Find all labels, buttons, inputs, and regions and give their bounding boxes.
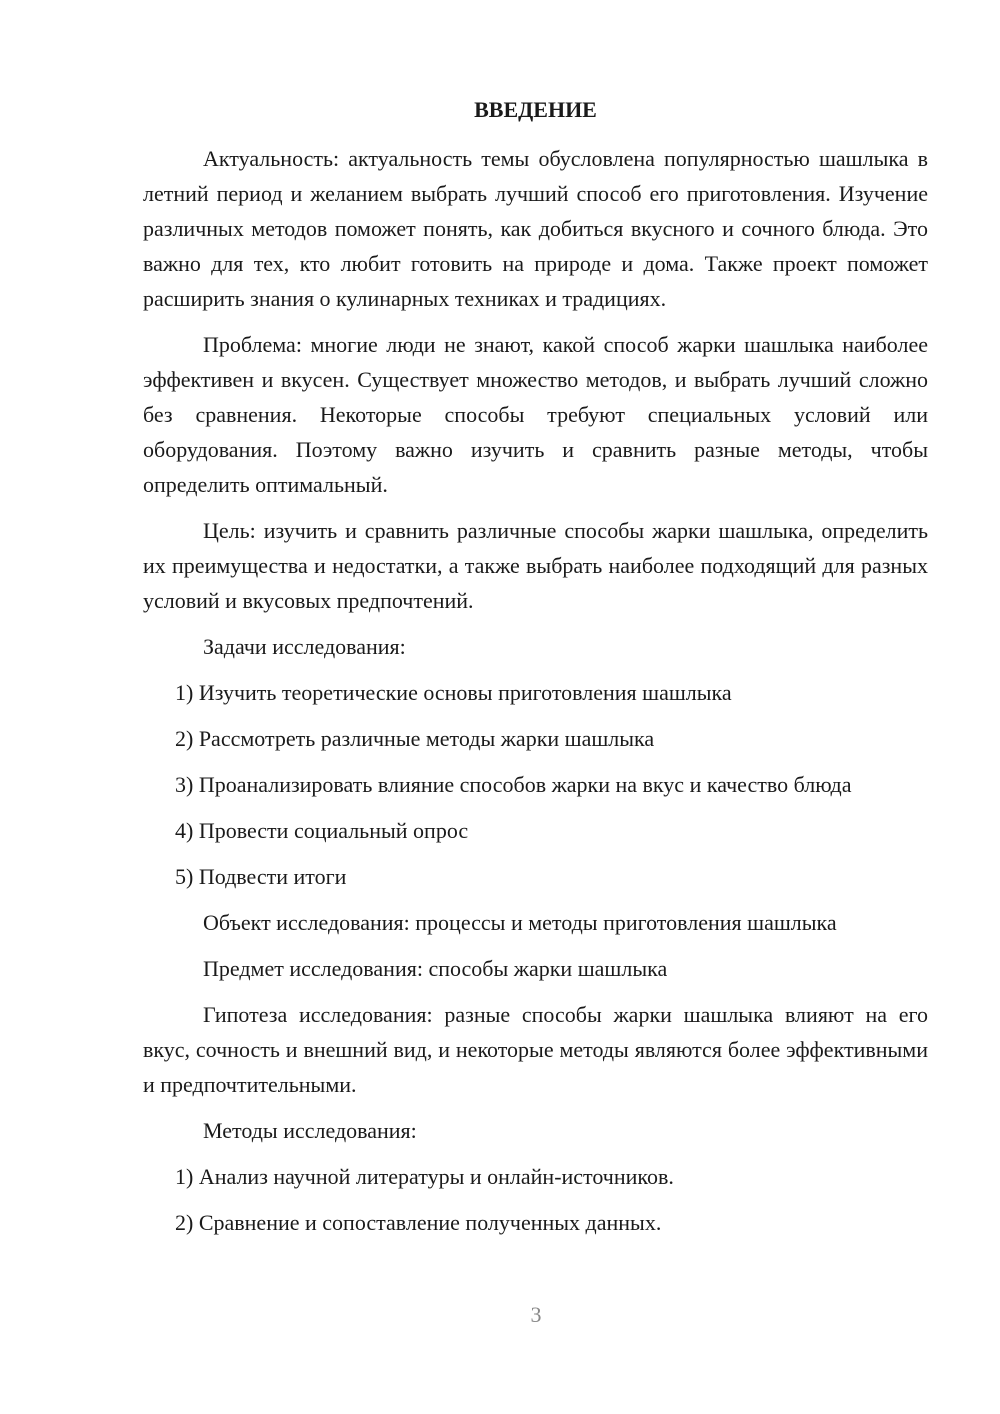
tasks-heading: Задачи исследования:	[203, 634, 406, 659]
subject-paragraph: Предмет исследования: способы жарки шашлыка	[203, 956, 668, 981]
method-item: 2) Сравнение и сопоставление полученных данных.	[175, 1210, 662, 1235]
problem-paragraph: Проблема: многие люди не знают, какой способ жарки шашлыка наиболее эффективен и вкусен. Существует множество методов, и выбрать лучший сложно без сравнения. Некоторые способы требуют специальных условий или оборудования. Поэтому важно изучить и сравнить разные методы, чтобы определить оптимальный.	[143, 332, 928, 497]
object-paragraph: Объект исследования: процессы и методы приготовления шашлыка	[203, 910, 837, 935]
document-page	[143, 92, 928, 1240]
task-item: 5) Подвести итоги	[175, 864, 347, 889]
methods-heading: Методы исследования:	[203, 1118, 417, 1143]
method-item: 1) Анализ научной литературы и онлайн-источников.	[175, 1164, 674, 1189]
page-number: 3	[530, 1302, 542, 1327]
goal-paragraph: Цель: изучить и сравнить различные способы жарки шашлыка, определить их преимущества и недостатки, а также выбрать наиболее подходящий для разных условий и вкусовых предпочтений.	[143, 518, 928, 613]
task-item: 1) Изучить теоретические основы приготовления шашлыка	[175, 680, 732, 705]
hypothesis-paragraph: Гипотеза исследования: разные способы жарки шашлыка влияют на его вкус, сочность и внешний вид, и некоторые методы являются более эффективными и предпочтительными.	[143, 1002, 928, 1097]
section-title: ВВЕДЕНИЕ	[474, 97, 597, 122]
task-item: 2) Рассмотреть различные методы жарки шашлыка	[175, 726, 655, 751]
task-item: 4) Провести социальный опрос	[175, 818, 469, 843]
relevance-paragraph: Актуальность: актуальность темы обусловлена популярностью шашлыка в летний период и желанием выбрать лучший способ его приготовления. Изучение различных методов поможет понять, как добиться вкусного и сочного блюда. Это важно для тех, кто любит готовить на природе и дома. Также проект поможет расширить знания о кулинарных техниках и традициях.	[143, 146, 928, 311]
task-item: 3) Проанализировать влияние способов жарки на вкус и качество блюда	[175, 772, 852, 797]
